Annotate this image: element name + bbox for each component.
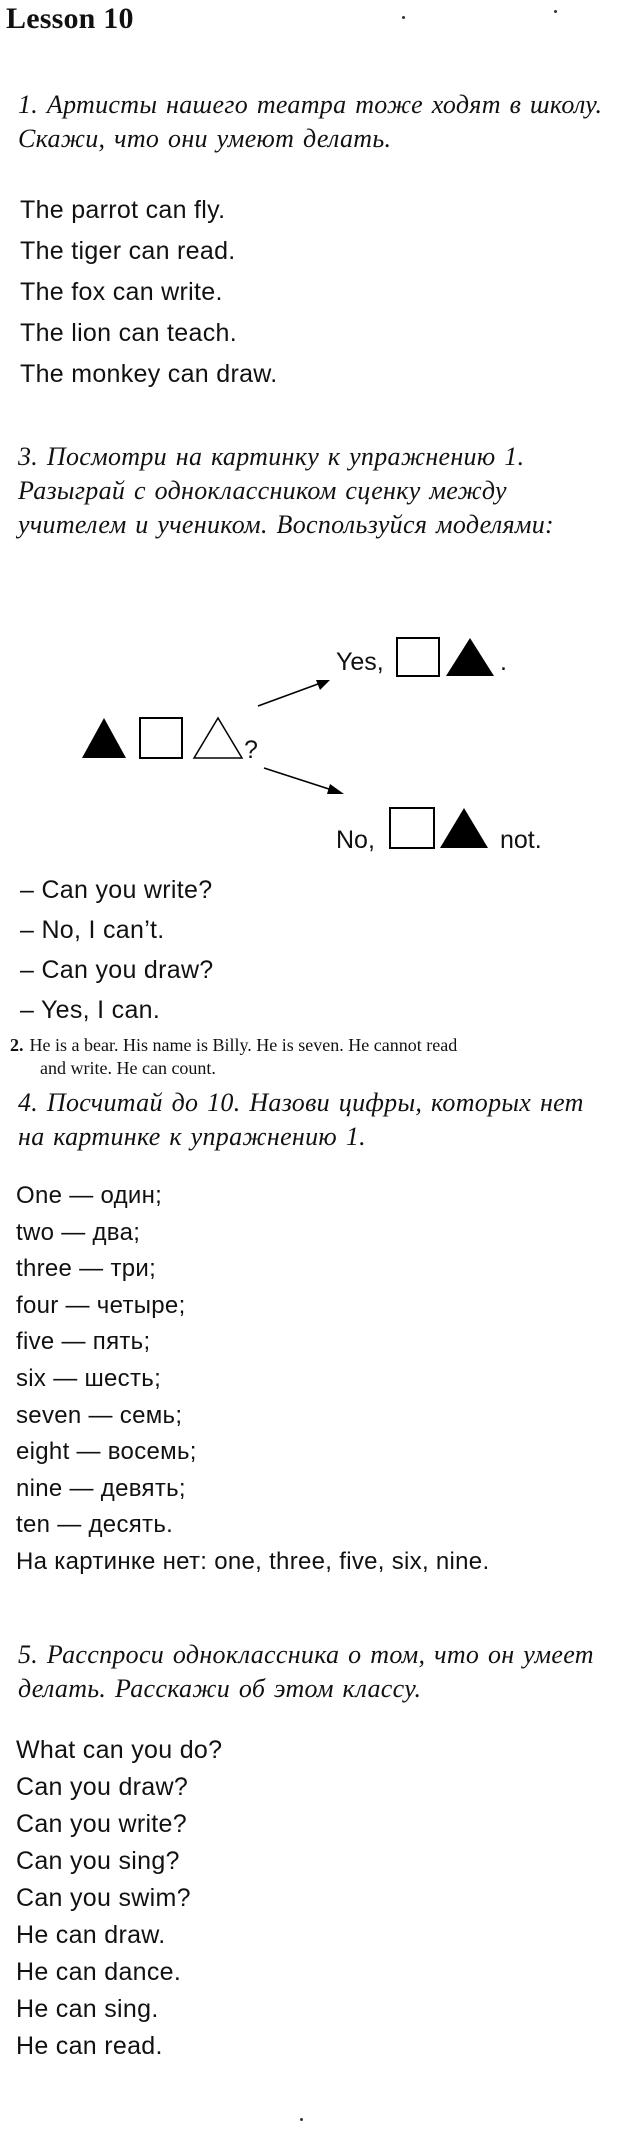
answer-line: What can you do? (16, 1736, 223, 1764)
dialog-line: – No, I can’t. (20, 916, 165, 944)
number-line: five — пять; (16, 1328, 151, 1356)
number-line: eight — восемь; (16, 1438, 197, 1466)
question-mark: ? (244, 736, 258, 764)
answer-line: Can you sing? (16, 1847, 180, 1875)
yes-label: Yes, (336, 648, 384, 676)
answer-line: He can read. (16, 2032, 163, 2060)
square-icon (397, 638, 439, 676)
square-icon (390, 808, 434, 848)
scan-speck (402, 16, 405, 19)
scan-speck (554, 10, 557, 13)
filled-triangle-icon (440, 808, 488, 848)
number-line: two — два; (16, 1218, 141, 1246)
exercise-2-number: 2. (10, 1035, 24, 1055)
answer-line: The tiger can read. (20, 237, 236, 265)
answer-line: The parrot can fly. (20, 196, 226, 224)
answer-line: Can you write? (16, 1810, 187, 1838)
dialog-line: – Yes, I can. (20, 996, 161, 1024)
answer-line: He can draw. (16, 1921, 166, 1949)
answer-line: The lion can teach. (20, 319, 237, 347)
scan-speck (300, 2118, 303, 2121)
exercise-2-line-1: He is a bear. His name is Billy. He is seven. He cannot read (29, 1035, 458, 1055)
filled-triangle-icon (82, 718, 126, 758)
exercise-3-instruction: 3. Посмотри на картинку к упражнению 1. Разыграй с одноклассником сценку между учителем и учеником. Воспользуйся моделями: (18, 442, 554, 539)
answer-line: He can dance. (16, 1958, 182, 1986)
exercise-2-answer (10, 1034, 610, 1080)
answer-line: The monkey can draw. (20, 360, 278, 388)
exercise-5-instruction: 5. Расспроси одноклассника о том, что он умеет делать. Расскажи об этом классу. (18, 1640, 594, 1703)
number-line: six — шесть; (16, 1364, 162, 1392)
exercise-2-line-2: and write. He can count. (40, 1058, 216, 1078)
exercise-3-dialog (20, 870, 214, 1030)
number-line: ten — десять. (16, 1511, 174, 1539)
no-end: not. (500, 826, 542, 854)
exercise-4-answers (16, 1178, 489, 1581)
exercise-4-instruction: 4. Посчитай до 10. Назови цифры, которых нет на картинке к упражнению 1. (18, 1088, 584, 1151)
exercise-5-answers (16, 1732, 222, 2065)
arrow-icon (264, 768, 344, 794)
number-line: nine — девять; (16, 1474, 186, 1502)
exercise-1-answers (20, 190, 278, 395)
answer-line: Can you draw? (16, 1773, 189, 1801)
square-icon (140, 718, 182, 758)
exercise-1-instruction: 1. Артисты нашего театра тоже ходят в школу. Скажи, что они умеют делать. (18, 90, 603, 153)
lesson-title: Lesson 10 (6, 2, 134, 35)
answer-line: He can sing. (16, 1995, 159, 2023)
outline-triangle-icon (194, 718, 242, 758)
dialog-line: – Can you write? (20, 876, 213, 904)
number-line: three — три; (16, 1255, 157, 1283)
answer-line: The fox can write. (20, 278, 223, 306)
no-label: No, (336, 826, 375, 854)
number-line: four — четыре; (16, 1291, 186, 1319)
yes-end: . (500, 648, 507, 676)
dialog-line: – Can you draw? (20, 956, 214, 984)
filled-triangle-icon (446, 638, 494, 676)
number-line: seven — семь; (16, 1401, 183, 1429)
model-diagram (0, 610, 617, 870)
missing-numbers-line: На картинке нет: one, three, five, six, nine. (16, 1547, 490, 1575)
number-line: One — один; (16, 1182, 163, 1209)
answer-line: Can you swim? (16, 1884, 191, 1912)
arrow-icon (258, 680, 330, 706)
